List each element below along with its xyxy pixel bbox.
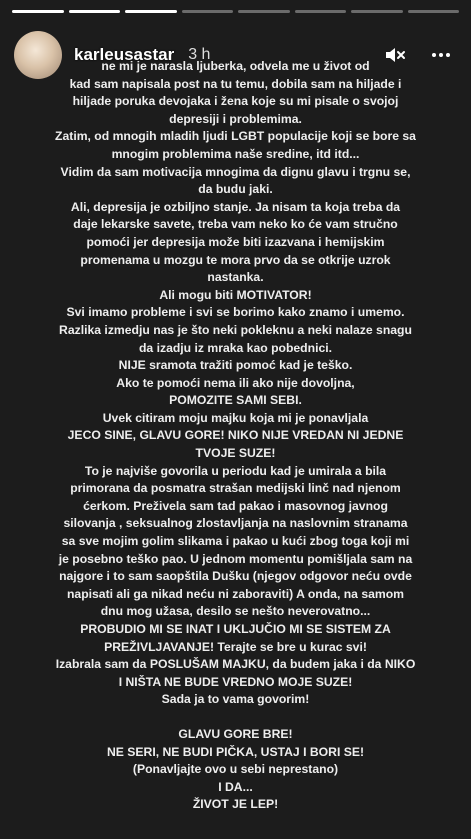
story-header	[14, 28, 457, 82]
story-line: mnogim problemima naše sredine, itd itd...	[111, 146, 360, 161]
story-line: Sada ja to vama govorim!	[161, 692, 310, 707]
story-line: nastanka.	[207, 270, 264, 285]
story-line: I DA...	[218, 779, 253, 794]
story-line: (Ponavljajte ovo u sebi neprestano)	[132, 762, 339, 777]
story-line: kad sam napisala post na tu temu, dobila sam na hiljade i	[69, 76, 402, 91]
progress-segment	[295, 10, 347, 13]
username[interactable]: karleusastar	[74, 45, 175, 64]
story-line: GLAVU GORE BRE!	[178, 726, 293, 741]
story-line: PROBUDIO MI SE INAT I UKLJUČIO MI SE SISTEM ZA	[80, 622, 391, 636]
post-time: 3 h	[188, 46, 211, 63]
story-line: PREŽIVLJAVANJE! Terajte se bre u kurac svi!	[104, 639, 367, 654]
story-line: Uvek citiram moju majku koja mi je ponavljala	[102, 410, 369, 425]
story-line: da budu jaki.	[198, 182, 273, 197]
story-line: I NIŠTA NE BUDE VREDNO MOJE SUZE!	[118, 674, 353, 689]
progress-segment	[125, 10, 177, 13]
progress-segment	[182, 10, 234, 13]
story-line: ćerkom. Preživela sam tad pakao i masovnog javnog	[83, 498, 388, 513]
story-line: Ali, depresija je ozbiljno stanje. Ja nisam ta koja treba da	[70, 199, 401, 214]
progress-segment	[351, 10, 403, 13]
story-line: POMOZITE SAMI SEBI.	[169, 393, 302, 408]
story-line: ŽIVOT JE LEP!	[192, 797, 279, 812]
story-line: Izabrala sam da POSLUŠAM MAJKU, da budem jaka i da NIKO	[55, 657, 416, 672]
story-line: NE SERI, NE BUDI PIČKA, USTAJ I BORI SE!	[106, 744, 365, 759]
story-line: JECO SINE, GLAVU GORE! NIKO NIJE VREDAN NI JEDNE	[67, 428, 404, 443]
story-line: Vidim da sam motivacija mnogima da dignu glavu i trgnu se,	[60, 164, 411, 179]
story-line: silovanja , seksualnog zlostavljanja na naslovnim stranama	[63, 516, 408, 531]
story-line: Zatim, od mnogih mladih ljudi LGBT populacije koji se bore sa	[55, 129, 416, 144]
story-line: To je najviše govorila u periodu kad je umirala a bila	[84, 463, 387, 478]
progress-segment	[12, 10, 64, 13]
more-options-icon[interactable]	[425, 39, 457, 71]
story-line: dnu mog užasa, desilo se nešto neverovatno...	[100, 604, 371, 619]
story-line: Ali mogu biti MOTIVATOR!	[159, 287, 312, 302]
story-line: depresiji i problemima.	[169, 111, 302, 126]
progress-segment	[69, 10, 121, 13]
progress-segment	[408, 10, 460, 13]
progress-segment	[238, 10, 290, 13]
story-line: ne mi je narasla ljuberka, odvela me u život od	[101, 59, 370, 73]
story-line: daje lekarske savete, treba vam neko ko će vam stručno	[73, 217, 398, 232]
story-progress-bar	[12, 10, 459, 13]
story-line: NIJE sramota tražiti pomoć kad je teško.	[118, 358, 353, 373]
story-line: hiljade poruka devojaka i žena koje su mi pisale o svojoj	[72, 94, 399, 109]
story-line: je posebno teško pao. U jednom momentu pomišljala sam na	[58, 551, 413, 566]
story-text	[8, 58, 463, 814]
story-line: TVOJE SUZE!	[195, 446, 276, 461]
story-line	[8, 709, 463, 726]
story-line: Ako te pomoći nema ili ako nije dovoljna,	[116, 375, 355, 390]
story-line: napisati ali ga nikad neću ni zaboraviti) A onda, na samom	[66, 586, 405, 601]
story-line: Svi imamo probleme i svi se borimo kako znamo i umemo.	[66, 305, 405, 320]
story-line: promenama u mozgu te mora prvo da se otkrije uzrok	[80, 252, 391, 267]
story-line: pomoći jer depresija može biti izazvana i hemijskim	[86, 234, 385, 249]
story-line: da izadju iz mraka kao pobednici.	[138, 340, 333, 355]
story-line: Razlika izmedju nas je što neki pokleknu a neki nalaze snagu	[59, 322, 412, 337]
avatar[interactable]	[14, 31, 62, 79]
story-line: primorana da posmatra strašan medijski linč nad njenom	[70, 481, 401, 496]
story-line: sa sve mojim golim slikama i pakao u kući zbog toga koji mi	[61, 534, 410, 549]
story-line: najgore i to sam saopštila Dušku (njegov odgovor neću ovde	[59, 569, 412, 584]
mute-icon[interactable]	[379, 39, 411, 71]
